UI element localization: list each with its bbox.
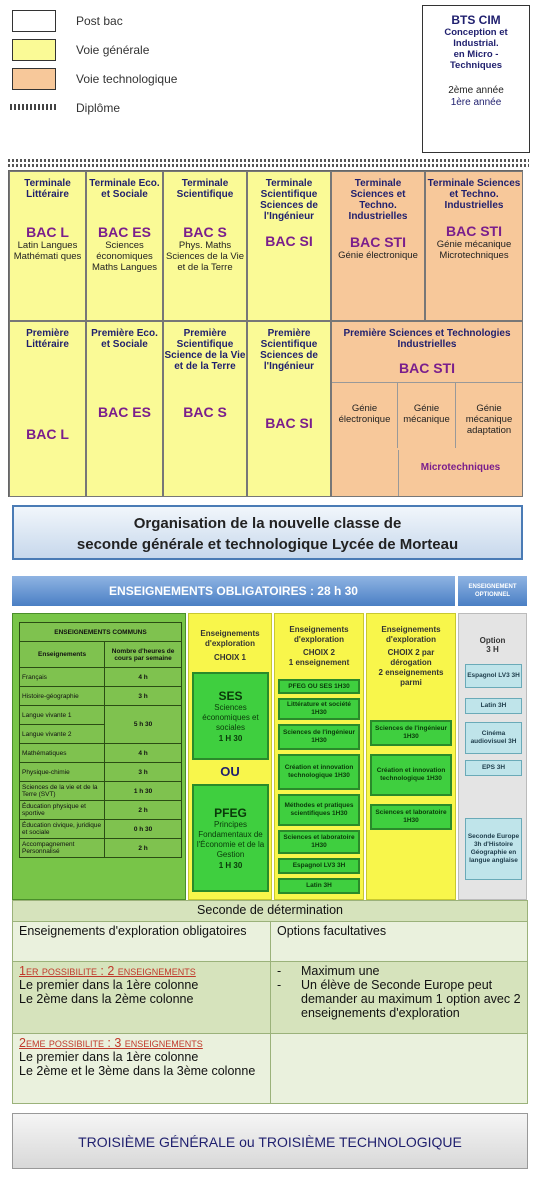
possibilite-1-line-1: Le premier dans la 1ère colonne xyxy=(19,978,199,992)
option-bullet: - Maximum une xyxy=(277,964,380,978)
optionnel-panel xyxy=(458,613,527,900)
pfeg-button[interactable] xyxy=(192,784,269,892)
course-name: Accompagnement Personnalisé xyxy=(20,839,105,858)
pfeg-desc: Principes Fondamentaux de l'Économie et de la Gestion xyxy=(196,819,265,859)
terminale-si xyxy=(247,171,331,321)
exploration-option[interactable]: Sciences de l'ingénieur 1H30 xyxy=(278,724,360,750)
terminale-l xyxy=(9,171,86,321)
seconde-col-1: Enseignements d'exploration obligatoires xyxy=(13,922,271,962)
course-name: Mathématiques xyxy=(20,744,105,763)
course-hours: 4 h xyxy=(105,744,182,763)
bac-label: BAC S xyxy=(183,404,227,420)
exploration-option[interactable]: Littérature et société 1H30 xyxy=(278,698,360,720)
option-item[interactable]: Espagnol LV3 3H xyxy=(465,664,522,688)
exploration-option[interactable]: Sciences de l'ingénieur 1H30 xyxy=(370,720,452,746)
terminale-header: Terminale Eco. et Sociale xyxy=(89,178,160,200)
course-hours: 1 h 30 xyxy=(105,782,182,801)
ses-desc: Sciences économiques et sociales xyxy=(202,702,259,732)
legend-label-generale: Voie générale xyxy=(76,43,150,57)
sti-option: Génie mécanique adaptation xyxy=(465,403,513,436)
pfeg-title: PFEG xyxy=(214,805,247,820)
pfeg-hours: 1 H 30 xyxy=(218,860,243,870)
course-hours: 3 h xyxy=(105,687,182,706)
premiere-es xyxy=(86,321,163,497)
organisation-banner xyxy=(12,505,523,560)
ses-button[interactable] xyxy=(192,672,269,760)
choix1-choice: CHOIX 1 xyxy=(213,653,246,662)
sti-option: Génie mécanique xyxy=(398,383,456,448)
table-row xyxy=(20,706,182,725)
bac-label: BAC STI xyxy=(399,360,455,376)
course-name: Français xyxy=(20,668,105,687)
course-name: Éducation civique, juridique et sociale xyxy=(20,820,105,839)
terminale-sub: Génie mécanique Microtechniques xyxy=(436,239,512,261)
course-name: Physique-chimie xyxy=(20,763,105,782)
possibilite-2-title: 2eme possibilite : 3 enseignements xyxy=(19,1036,203,1050)
option-item[interactable]: EPS 3H xyxy=(465,760,522,776)
bts-year-1: 1ère année xyxy=(450,97,502,108)
bts-desc-2: Industrial. xyxy=(453,38,499,49)
organisation-line-1: Organisation de la nouvelle classe de xyxy=(133,515,402,532)
premiere-sti xyxy=(331,321,523,497)
exploration-option[interactable]: Latin 3H xyxy=(278,878,360,894)
filieres-grid xyxy=(8,170,523,497)
legend-swatch-techno xyxy=(12,68,56,90)
table-row xyxy=(20,687,182,706)
terminale-es xyxy=(86,171,163,321)
course-hours: 4 h xyxy=(105,668,182,687)
ou-label: OU xyxy=(220,764,240,779)
choix1-title: Enseignements d'exploration xyxy=(200,629,260,648)
premiere-header: Première Eco. et Sociale xyxy=(91,328,158,350)
bac-label: BAC ES xyxy=(98,404,151,420)
possibilite-2-line-1: Le premier dans la 1ère colonne xyxy=(19,1050,199,1064)
choix2-title: Enseignements d'exploration xyxy=(289,625,349,644)
course-hours: 5 h 30 xyxy=(105,706,182,744)
sti-options xyxy=(332,382,522,448)
microtech-cell xyxy=(398,450,522,496)
table-row xyxy=(20,801,182,820)
possibilite-2-line-2: Le 2ème et le 3ème dans la 3ème colonne xyxy=(19,1064,256,1078)
course-name: Éducation physique et sportive xyxy=(20,801,105,820)
table-row xyxy=(20,839,182,858)
legend-swatch-postbac xyxy=(12,10,56,32)
exploration-option[interactable]: Sciences et laboratoire 1H30 xyxy=(278,830,360,854)
terminale-sub: Génie électronique xyxy=(338,250,418,261)
terminale-sub: Latin Langues Mathémati ques xyxy=(13,240,82,262)
bac-label: BAC ES xyxy=(98,224,151,240)
choix3-title: Enseignements d'exploration xyxy=(381,625,441,644)
premiere-header: Première Scientifique Science de la Vie et de la Terre xyxy=(164,328,246,372)
bac-label: BAC L xyxy=(26,224,69,240)
exploration-option[interactable]: Création et innovation technologique 1H30 xyxy=(370,754,452,796)
communs-col-1: Enseignements xyxy=(20,642,105,668)
course-name: Sciences de la vie et de la Terre (SVT) xyxy=(20,782,105,801)
terminale-header: Terminale Sciences et Techno. Industrielles xyxy=(427,178,521,211)
possibilite-1-title: 1er possibilite : 2 enseignements xyxy=(19,964,196,978)
course-name: Langue vivante 2 xyxy=(20,725,105,744)
option-text: Maximum une xyxy=(301,964,380,978)
legend-label-diplome: Diplôme xyxy=(76,101,121,115)
ses-title: SES xyxy=(218,688,243,703)
premiere-header: Première Littéraire xyxy=(26,328,69,350)
seconde-table xyxy=(12,900,528,1104)
bts-desc-4: Techniques xyxy=(449,60,503,71)
exploration-option[interactable]: PFEG OU SES 1H30 xyxy=(278,679,360,694)
legend-swatch-diplome xyxy=(10,104,58,110)
terminale-sti-2 xyxy=(425,171,523,321)
table-row xyxy=(20,782,182,801)
terminale-header: Terminale Littéraire xyxy=(24,178,71,200)
choix2-choice: CHOIX 2 xyxy=(302,648,335,657)
organisation-line-2: seconde générale et technologique Lycée de Morteau xyxy=(76,536,459,553)
diplome-line xyxy=(8,159,529,162)
sti-option: Génie électronique xyxy=(332,383,398,448)
terminale-header: Terminale Scientifique Sciences de l'Ingénieur xyxy=(260,178,318,222)
premiere-header: Première Sciences et Technologies Industrielles xyxy=(343,328,511,350)
option-hours: 3 H xyxy=(486,645,499,654)
option-item[interactable]: Latin 3H xyxy=(465,698,522,714)
seconde-europe-item[interactable]: Seconde Europe 3h d'Histoire Géographie en langue anglaise xyxy=(465,818,522,880)
premiere-l xyxy=(9,321,86,497)
bts-year-2: 2ème année xyxy=(448,85,504,96)
communs-title: ENSEIGNEMENTS COMMUNS xyxy=(20,623,182,642)
communs-col-2: Nombre d'heures de cours par semaine xyxy=(105,642,182,668)
bts-box xyxy=(422,5,530,153)
possibilite-1-line-2: Le 2ème dans la 2ème colonne xyxy=(19,992,194,1006)
bts-title: BTS CIM xyxy=(451,13,501,27)
terminale-s xyxy=(163,171,247,321)
microtech-label: Microtechniques xyxy=(420,462,501,473)
seconde-title: Seconde de détermination xyxy=(13,901,528,922)
premiere-header: Première Scientifique Sciences de l'Ingénieur xyxy=(260,328,318,372)
legend-label-postbac: Post bac xyxy=(76,14,123,28)
bts-desc-1: Conception et xyxy=(444,27,508,38)
option-bullet: - Un élève de Seconde Europe peut demander au maximum 1 option avec 2 enseignements d'exploration xyxy=(277,978,521,1020)
bac-label: BAC STI xyxy=(350,234,406,250)
choix3-sub: 2 enseignements parmi xyxy=(378,668,444,687)
legend-swatch-generale xyxy=(12,39,56,61)
communs-panel xyxy=(12,613,186,900)
legend-label-techno: Voie technologique xyxy=(76,72,178,86)
terminale-header: Terminale Sciences et Techno. Industrielles xyxy=(348,178,408,222)
terminale-sub: Sciences économiques Maths Langues xyxy=(92,240,157,273)
course-hours: 3 h xyxy=(105,763,182,782)
obligatoires-bar: ENSEIGNEMENTS OBLIGATOIRES : 28 h 30 xyxy=(12,576,455,606)
choix2-panel xyxy=(274,613,364,900)
bac-label: BAC SI xyxy=(265,415,313,431)
option-text: Un élève de Seconde Europe peut demander au maximum 1 option avec 2 enseignements d'exploration xyxy=(301,978,521,1020)
exploration-option[interactable]: Création et innovation technologique 1H30 xyxy=(278,754,360,790)
terminale-header: Terminale Scientifique xyxy=(176,178,234,200)
bac-label: BAC S xyxy=(183,224,227,240)
course-hours: 0 h 30 xyxy=(105,820,182,839)
exploration-option[interactable]: Sciences et laboratoire 1H30 xyxy=(370,804,452,830)
choix3-panel xyxy=(366,613,456,900)
course-hours: 2 h xyxy=(105,839,182,858)
bac-label: BAC STI xyxy=(446,223,502,239)
course-hours: 2 h xyxy=(105,801,182,820)
seconde-col-2: Options facultatives xyxy=(271,922,528,962)
premiere-s xyxy=(163,321,247,497)
course-name: Langue vivante 1 xyxy=(20,706,105,725)
option-item[interactable]: Cinéma audiovisuel 3H xyxy=(465,722,522,754)
exploration-option[interactable]: Espagnol LV3 3H xyxy=(278,858,360,874)
premiere-si xyxy=(247,321,331,497)
bac-label: BAC SI xyxy=(265,233,313,249)
communs-table xyxy=(19,622,182,858)
choix1-panel xyxy=(188,613,272,900)
ses-hours: 1 H 30 xyxy=(218,733,243,743)
optionnel-bar: ENSEIGNEMENT OPTIONNEL xyxy=(458,576,527,606)
course-name: Histoire-géographie xyxy=(20,687,105,706)
table-row xyxy=(20,668,182,687)
table-row xyxy=(20,820,182,839)
choix2-sub: 1 enseignement xyxy=(288,658,350,667)
bts-desc-3: en Micro - xyxy=(453,49,499,60)
terminale-sub: Phys. Maths Sciences de la Vie et de la Terre xyxy=(166,240,244,273)
table-row xyxy=(20,763,182,782)
table-row xyxy=(20,744,182,763)
bac-label: BAC L xyxy=(26,426,69,442)
option-title: Option xyxy=(479,636,506,645)
exploration-option[interactable]: Méthodes et pratiques scientifiques 1H30 xyxy=(278,794,360,826)
troisieme-box: TROISIÈME GÉNÉRALE ou TROISIÈME TECHNOLOGIQUE xyxy=(12,1113,528,1169)
diplome-line xyxy=(8,164,529,167)
terminale-sti-1 xyxy=(331,171,425,321)
choix3-choice: CHOIX 2 par dérogation xyxy=(387,648,435,667)
